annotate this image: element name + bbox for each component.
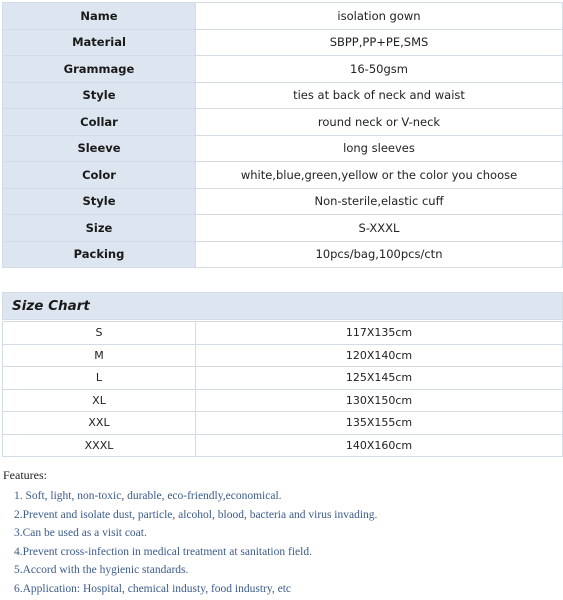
spec-row-collar — [3, 109, 563, 136]
size-cell: S — [3, 322, 196, 345]
dimension-cell: 130X150cm — [196, 389, 563, 412]
spec-label: Grammage — [3, 56, 196, 83]
features-list — [3, 487, 377, 599]
spec-row-color — [3, 162, 563, 189]
size-chart-table — [2, 321, 563, 457]
spec-value: isolation gown — [196, 3, 563, 30]
features-title: Features: — [3, 468, 47, 482]
spec-label: Sleeve — [3, 135, 196, 162]
list-item: 3.Can be used as a visit coat. — [14, 527, 147, 540]
spec-row-size — [3, 215, 563, 242]
size-chart-title: Size Chart — [12, 298, 90, 314]
dimension-cell: 120X140cm — [196, 344, 563, 367]
spec-row-grammage — [3, 56, 563, 83]
size-cell: XL — [3, 389, 196, 412]
dimension-cell: 125X145cm — [196, 367, 563, 390]
list-item: 4.Prevent cross-infection in medical treatment at sanitation field. — [14, 545, 312, 558]
spec-value: ties at back of neck and waist — [196, 82, 563, 109]
table-row — [3, 322, 563, 345]
spec-value: white,blue,green,yellow or the color you choose — [196, 162, 563, 189]
size-chart-header — [2, 292, 563, 320]
spec-label: Color — [3, 162, 196, 189]
spec-row-sleeve — [3, 135, 563, 162]
spec-label: Material — [3, 29, 196, 56]
dimension-cell: 135X155cm — [196, 412, 563, 435]
spec-value: 10pcs/bag,100pcs/ctn — [196, 241, 563, 268]
spec-label: Style — [3, 188, 196, 215]
spec-label: Name — [3, 3, 196, 30]
spec-row-style — [3, 82, 563, 109]
spec-label: Collar — [3, 109, 196, 136]
spec-row-packing — [3, 241, 563, 268]
spec-value: SBPP,PP+PE,SMS — [196, 29, 563, 56]
product-spec-table — [2, 2, 563, 268]
spec-label: Size — [3, 215, 196, 242]
table-row — [3, 344, 563, 367]
spec-label: Style — [3, 82, 196, 109]
features-section — [3, 468, 377, 599]
spec-value: long sleeves — [196, 135, 563, 162]
spec-label: Packing — [3, 241, 196, 268]
list-item: 2.Prevent and isolate dust, particle, alcohol, blood, bacteria and virus invading. — [14, 508, 378, 521]
spec-row-material — [3, 29, 563, 56]
size-cell: XXXL — [3, 434, 196, 457]
size-cell: L — [3, 367, 196, 390]
dimension-cell: 140X160cm — [196, 434, 563, 457]
table-row — [3, 367, 563, 390]
size-cell: M — [3, 344, 196, 367]
spec-value: round neck or V-neck — [196, 109, 563, 136]
list-item: 6.Application: Hospital, chemical industy, food industry, etc — [14, 582, 292, 595]
spec-row-style-2 — [3, 188, 563, 215]
table-row — [3, 412, 563, 435]
list-item: 1. Soft, light, non-toxic, durable, eco-friendly,economical. — [14, 490, 282, 502]
size-cell: XXL — [3, 412, 196, 435]
spec-value: 16-50gsm — [196, 56, 563, 83]
list-item: 5.Accord with the hygienic standards. — [14, 564, 189, 577]
table-row — [3, 389, 563, 412]
spec-value: S-XXXL — [196, 215, 563, 242]
spec-value: Non-sterile,elastic cuff — [196, 188, 563, 215]
table-row — [3, 434, 563, 457]
spec-row-name — [3, 3, 563, 30]
dimension-cell: 117X135cm — [196, 322, 563, 345]
